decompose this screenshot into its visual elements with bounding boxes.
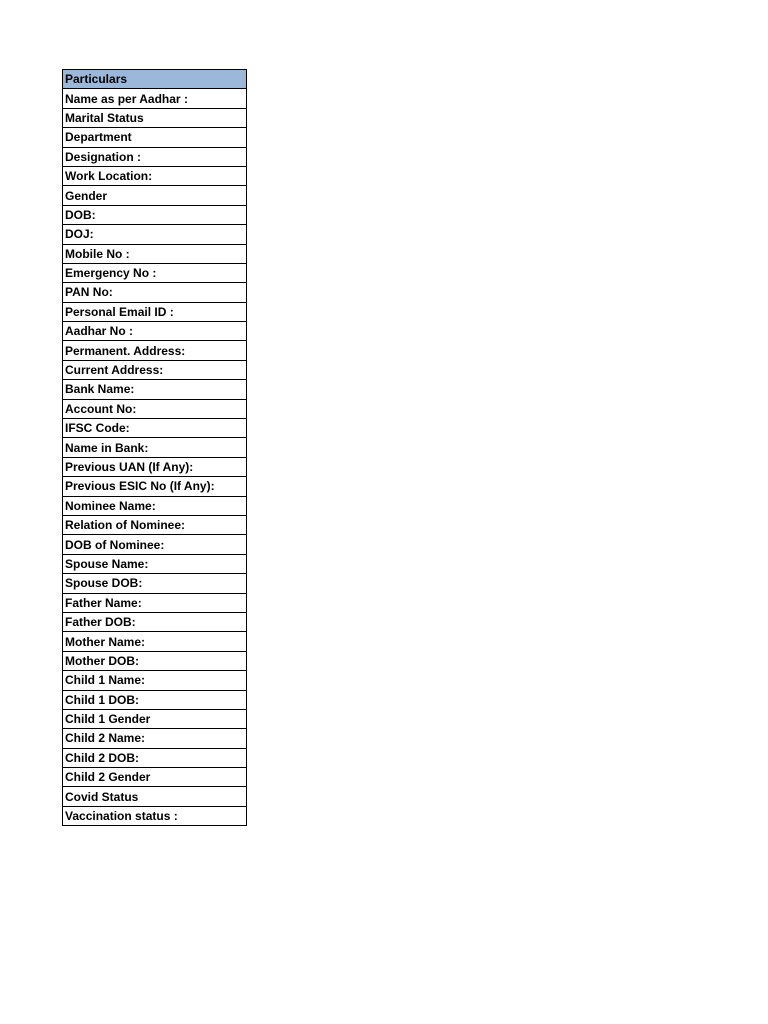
table-row [63, 632, 247, 651]
table-row [63, 768, 247, 787]
table-row [63, 302, 247, 321]
particular-cell[interactable]: Spouse Name: [63, 554, 247, 573]
particular-cell[interactable]: Father DOB: [63, 612, 247, 631]
table-row [63, 709, 247, 728]
particular-cell[interactable]: Mobile No : [63, 244, 247, 263]
particular-cell[interactable]: Spouse DOB: [63, 574, 247, 593]
table-row [63, 651, 247, 670]
table-row [63, 612, 247, 631]
table-row [63, 690, 247, 709]
particular-cell[interactable]: Child 1 DOB: [63, 690, 247, 709]
table-row [63, 671, 247, 690]
particular-cell[interactable]: Name as per Aadhar : [63, 89, 247, 108]
table-row [63, 205, 247, 224]
table-row [63, 147, 247, 166]
table-row [63, 806, 247, 825]
table-row [63, 128, 247, 147]
particular-cell[interactable]: Bank Name: [63, 380, 247, 399]
table-row [63, 748, 247, 767]
particular-cell[interactable]: Previous UAN (If Any): [63, 457, 247, 476]
table-row [63, 574, 247, 593]
particular-cell[interactable]: PAN No: [63, 283, 247, 302]
particular-cell[interactable]: Nominee Name: [63, 496, 247, 515]
table-row [63, 244, 247, 263]
table-row [63, 399, 247, 418]
particular-cell[interactable]: Aadhar No : [63, 322, 247, 341]
table-row [63, 787, 247, 806]
particular-cell[interactable]: Covid Status [63, 787, 247, 806]
table-row [63, 515, 247, 534]
particular-cell[interactable]: Vaccination status : [63, 806, 247, 825]
particular-cell[interactable]: Current Address: [63, 360, 247, 379]
particular-cell[interactable]: Account No: [63, 399, 247, 418]
particular-cell[interactable]: Personal Email ID : [63, 302, 247, 321]
table-row [63, 438, 247, 457]
table-row [63, 554, 247, 573]
table-row [63, 322, 247, 341]
particular-cell[interactable]: Mother DOB: [63, 651, 247, 670]
particulars-rows [63, 89, 247, 826]
table-row [63, 108, 247, 127]
particular-cell[interactable]: Father Name: [63, 593, 247, 612]
particular-cell[interactable]: Child 1 Name: [63, 671, 247, 690]
particular-cell[interactable]: Gender [63, 186, 247, 205]
particular-cell[interactable]: Child 1 Gender [63, 709, 247, 728]
particular-cell[interactable]: IFSC Code: [63, 419, 247, 438]
particular-cell[interactable]: Work Location: [63, 166, 247, 185]
particular-cell[interactable]: DOB of Nominee: [63, 535, 247, 554]
particular-cell[interactable]: Mother Name: [63, 632, 247, 651]
table-row [63, 283, 247, 302]
particular-cell[interactable]: Department [63, 128, 247, 147]
table-row [63, 419, 247, 438]
table-row [63, 593, 247, 612]
table-row [63, 380, 247, 399]
particular-cell[interactable]: Marital Status [63, 108, 247, 127]
table-row [63, 186, 247, 205]
particular-cell[interactable]: DOJ: [63, 225, 247, 244]
particular-cell[interactable]: Designation : [63, 147, 247, 166]
particular-cell[interactable]: Previous ESIC No (If Any): [63, 477, 247, 496]
table-row [63, 477, 247, 496]
header-row [63, 70, 247, 89]
table-row [63, 729, 247, 748]
particular-cell[interactable]: Relation of Nominee: [63, 515, 247, 534]
particulars-table [62, 69, 247, 826]
particular-cell[interactable]: Child 2 Name: [63, 729, 247, 748]
particular-cell[interactable]: Emergency No : [63, 263, 247, 282]
particular-cell[interactable]: Name in Bank: [63, 438, 247, 457]
particular-cell[interactable]: DOB: [63, 205, 247, 224]
table-row [63, 360, 247, 379]
particular-cell[interactable]: Child 2 Gender [63, 768, 247, 787]
particular-cell[interactable]: Child 2 DOB: [63, 748, 247, 767]
table-row [63, 89, 247, 108]
table-row [63, 457, 247, 476]
particular-cell[interactable]: Permanent. Address: [63, 341, 247, 360]
table-row [63, 225, 247, 244]
table-row [63, 263, 247, 282]
table-row [63, 166, 247, 185]
header-cell-particulars[interactable]: Particulars [63, 70, 247, 89]
table-row [63, 535, 247, 554]
table-row [63, 341, 247, 360]
table-row [63, 496, 247, 515]
